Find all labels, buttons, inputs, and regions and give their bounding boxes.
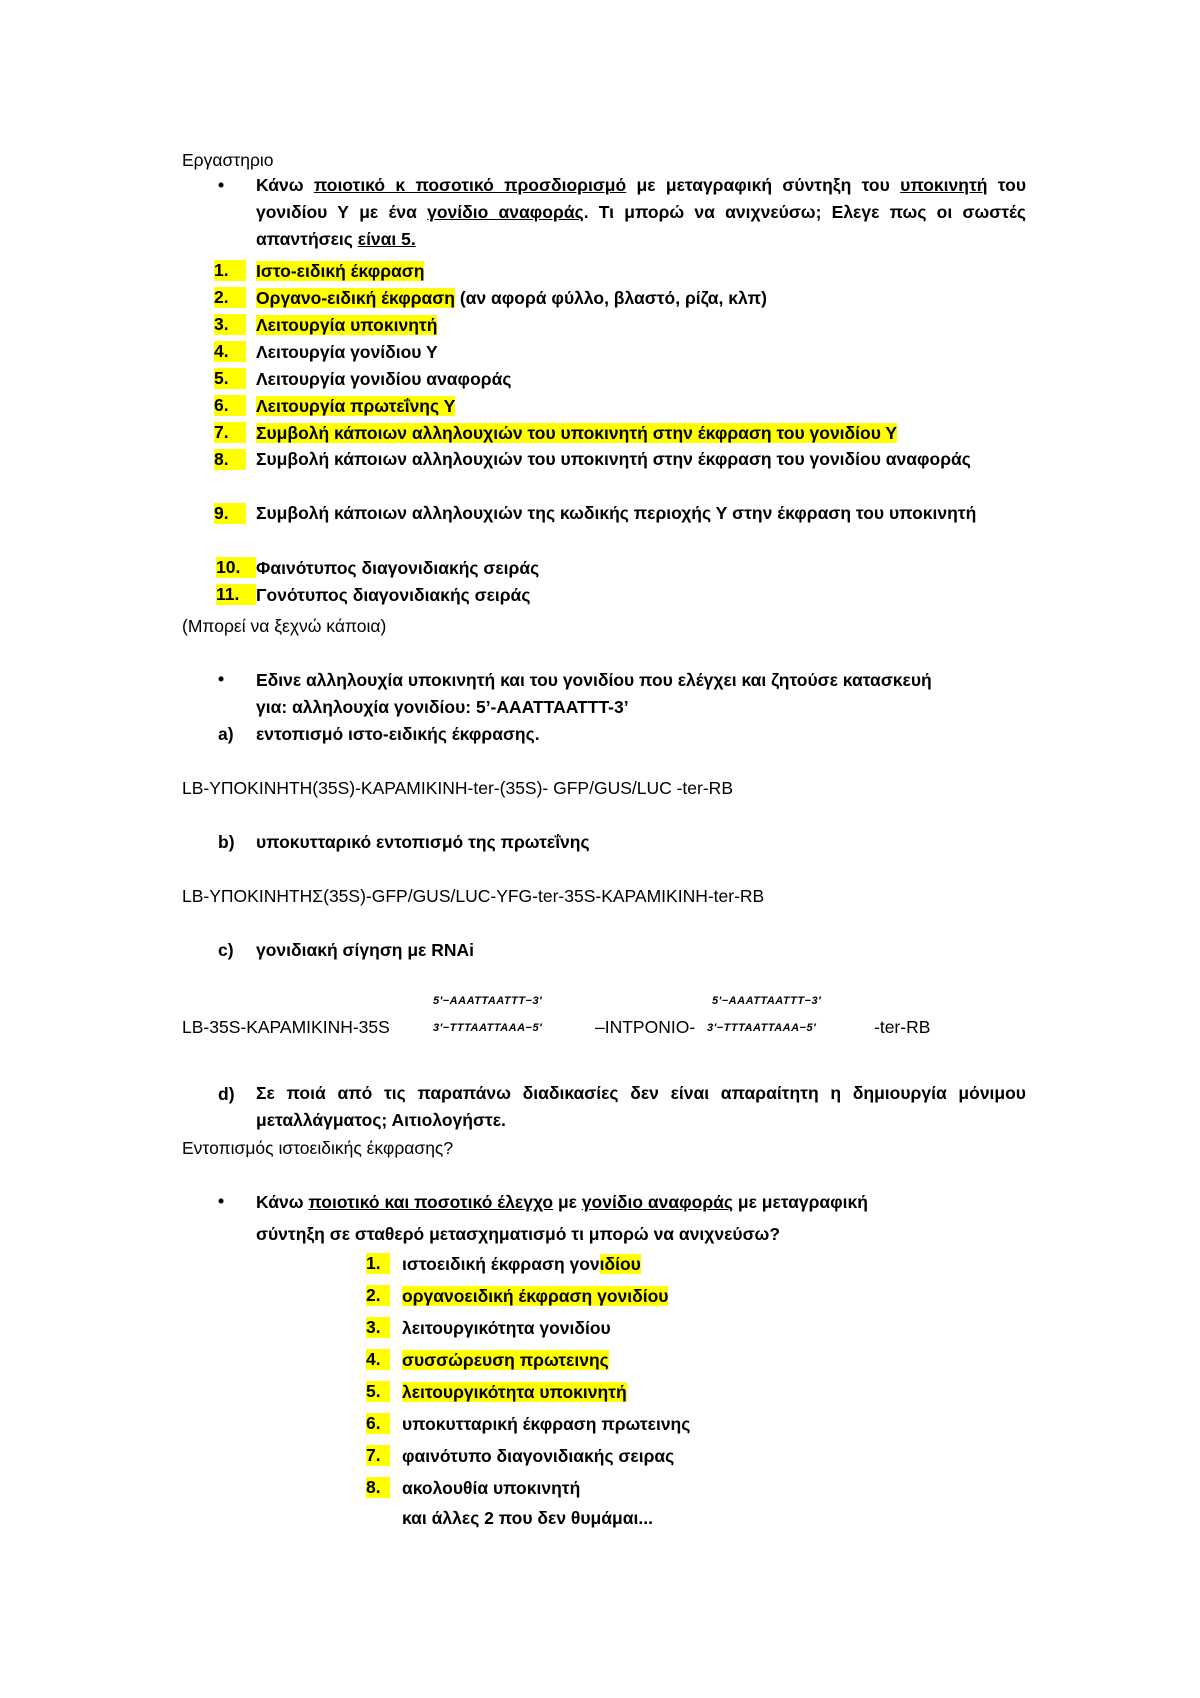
highlighted-text: Οργανο-ειδική έκφραση (256, 288, 455, 308)
q3-text: με μεταγραφική (733, 1192, 868, 1212)
list-item-text (256, 287, 767, 309)
question-2-line-1: Εδινε αλληλουχία υποκινητή και του γονιδίου που ελέγχει και ζητούσε κατασκευή (256, 670, 932, 690)
item-d-label: d) (218, 1084, 235, 1104)
list-item-text (402, 1413, 690, 1435)
hairpin-sense-1: 5′−AAATTAATTT−3′ (433, 995, 543, 1007)
list-number: 7. (366, 1445, 390, 1466)
list-item-text: Συμβολή κάποιων αλληλουχιών της κωδικής περιοχής Υ στην έκφραση του υποκινητή (256, 503, 977, 523)
highlighted-text: Λειτουργία πρωτεΐνης Υ (256, 396, 456, 416)
intron-label: –ΙΝΤΡΟΝΙΟ- (595, 1017, 696, 1037)
plain-text: υποκυτταρική έκφραση πρωτεινης (402, 1414, 691, 1434)
item-c-label: c) (218, 940, 234, 960)
plain-text: (αν αφορά φύλλο, βλαστό, ρίζα, κλπ) (454, 288, 767, 308)
list-item-text (256, 314, 437, 336)
list-number: 1. (366, 1253, 390, 1274)
plain-text: Φαινότυπος διαγονιδιακής σειράς (256, 558, 540, 578)
list-number: 11. (216, 584, 256, 605)
bullet-dot-icon: • (218, 1191, 225, 1211)
list-number: 6. (214, 395, 246, 416)
highlighted-text: Λειτουργία υποκινητή (256, 315, 438, 335)
plain-text: Γονότυπος διαγονιδιακής σειράς (256, 585, 531, 605)
q3-text: Κάνω (256, 1192, 309, 1212)
list-item-text (256, 260, 424, 282)
q1-underlined: είναι 5. (357, 229, 416, 249)
list-item-text (402, 1253, 641, 1275)
bullet-dot-icon: • (218, 669, 225, 689)
highlighted-text: λειτουργικότητα υποκινητή (402, 1382, 627, 1402)
question-1-paragraph (256, 172, 1026, 253)
list-item-text (256, 368, 511, 390)
list-item-text: Συμβολή κάποιων αλληλουχιών του υποκινητή στην έκφραση του γονιδίου αναφοράς (256, 449, 971, 469)
list-item-text (402, 1477, 580, 1499)
list-item-text (402, 1349, 609, 1371)
q1-underlined: ποιοτικό κ ποσοτικό προσδιορισμό (313, 175, 627, 195)
hairpin-sense-2: 5′−AAATTAATTT−3′ (712, 995, 822, 1007)
q1-text: με μεταγραφική σύντηξη του (626, 175, 901, 195)
construct-a: LB-ΥΠΟΚΙΝΗΤΗ(35S)-ΚΑΡΑΜΙΚΙΝΗ-ter-(35S)- GFP/GUS/LUC -ter-RB (182, 778, 733, 798)
construct-b: LB-ΥΠΟΚΙΝΗΤΗΣ(35S)-GFP/GUS/LUC-YFG-ter-35S-ΚΑΡΑΜΙΚΙΝΗ-ter-RB (182, 886, 765, 906)
item-a-label: a) (218, 724, 234, 744)
highlighted-text: Ιστο-ειδική έκφραση (256, 261, 425, 281)
question-3-line-1 (256, 1191, 868, 1213)
list-number: 7. (214, 422, 246, 443)
plain-text: φαινότυπο διαγονιδιακής σειρας (402, 1446, 675, 1466)
q3-underlined: γονίδιο αναφοράς (581, 1192, 734, 1212)
highlighted-text: συσσώρευση πρωτεινης (402, 1350, 609, 1370)
construct-c-suffix: -ter-RB (874, 1017, 931, 1037)
list-number: 6. (366, 1413, 390, 1434)
question-2-line-2: για: αλληλουχία γονιδίου: 5’-AAATTAATTT-3’ (256, 697, 629, 717)
list-number: 2. (214, 287, 246, 308)
list-number: 2. (366, 1285, 390, 1306)
question-3-line-2: σύντηξη σε σταθερό μετασχηματισμό τι μπορώ να ανιχνεύσω? (256, 1224, 781, 1244)
q1-underlined: γονίδιο αναφοράς (427, 202, 584, 222)
hairpin-antisense-1: 3′−TTTAATTAAA−5′ (433, 1022, 543, 1034)
list-number: 5. (214, 368, 246, 389)
plain-text: λειτουργικότητα γονιδίου (402, 1318, 611, 1338)
list-number: 9. (214, 503, 246, 524)
q3-underlined: ποιοτικό και ποσοτικό έλεγχο (308, 1192, 554, 1212)
highlighted-text: Συμβολή κάποιων αλληλουχιών του υποκινητή στην έκφραση του γονιδίου Υ (256, 423, 898, 443)
item-a-text: εντοπισμό ιστο-ειδικής έκφρασης. (256, 724, 540, 744)
list-number: 3. (214, 314, 246, 335)
list-number: 10. (216, 557, 256, 578)
q1-underlined: υποκινητή (900, 175, 988, 195)
page-title: Εργαστηριο (182, 150, 274, 170)
list-number: 1. (214, 260, 246, 281)
bullet-dot-icon: • (218, 175, 225, 195)
highlighted-text: ιδίου (599, 1254, 641, 1274)
list-item-text (256, 422, 897, 444)
list-number: 3. (366, 1317, 390, 1338)
trailer-text: Εντοπισμός ιστοειδικής έκφρασης? (182, 1138, 454, 1158)
list-number: 8. (214, 449, 246, 470)
list-item-text (402, 1445, 674, 1467)
list-item-text (256, 584, 530, 606)
q1-text: . Τι μπορώ να ανιχνεύσω; Ελεγε πως οι σωστές απαντήσεις (256, 202, 1027, 249)
plain-text: Λειτουργία γονιδίου αναφοράς (256, 369, 512, 389)
list-item-text (256, 395, 455, 417)
list-item-text (402, 1381, 627, 1403)
highlighted-text: οργανοειδική έκφραση γονιδίου (402, 1286, 669, 1306)
list-item-text (256, 341, 438, 363)
item-b-label: b) (218, 832, 235, 852)
construct-c-prefix: LB-35S-ΚΑΡΑΜΙΚΙΝΗ-35S (182, 1017, 390, 1037)
hairpin-antisense-2: 3′−TTTAATTAAA−5′ (707, 1022, 817, 1034)
footer-text: και άλλες 2 που δεν θυμάμαι... (402, 1508, 653, 1528)
item-b-text: υποκυτταρικό εντοπισμό της πρωτεΐνης (256, 832, 590, 852)
list-number: 4. (366, 1349, 390, 1370)
list-item-text (256, 557, 539, 579)
item-c-text: γονιδιακή σίγηση με RNAi (256, 940, 474, 960)
q3-text: με (553, 1192, 582, 1212)
item-d-text: Σε ποιά από τις παραπάνω διαδικασίες δεν είναι απαραίτητη η δημιουργία μόνιμου μεταλλάγματος; Αιτιολογήστε. (256, 1083, 1026, 1130)
list-item-text (402, 1285, 668, 1307)
list-item-text (402, 1317, 611, 1339)
plain-text: ιστοειδική έκφραση γον (402, 1254, 600, 1274)
list-number: 5. (366, 1381, 390, 1402)
list-number: 4. (214, 341, 246, 362)
plain-text: Λειτουργία γονίδιου Υ (256, 342, 438, 362)
note-text: (Μπορεί να ξεχνώ κάποια) (182, 616, 387, 636)
q1-text: Κάνω (256, 175, 314, 195)
list-number: 8. (366, 1477, 390, 1498)
plain-text: ακολουθία υποκινητή (402, 1478, 581, 1498)
q1-text: του γονιδίου Υ με ένα (256, 175, 1027, 222)
